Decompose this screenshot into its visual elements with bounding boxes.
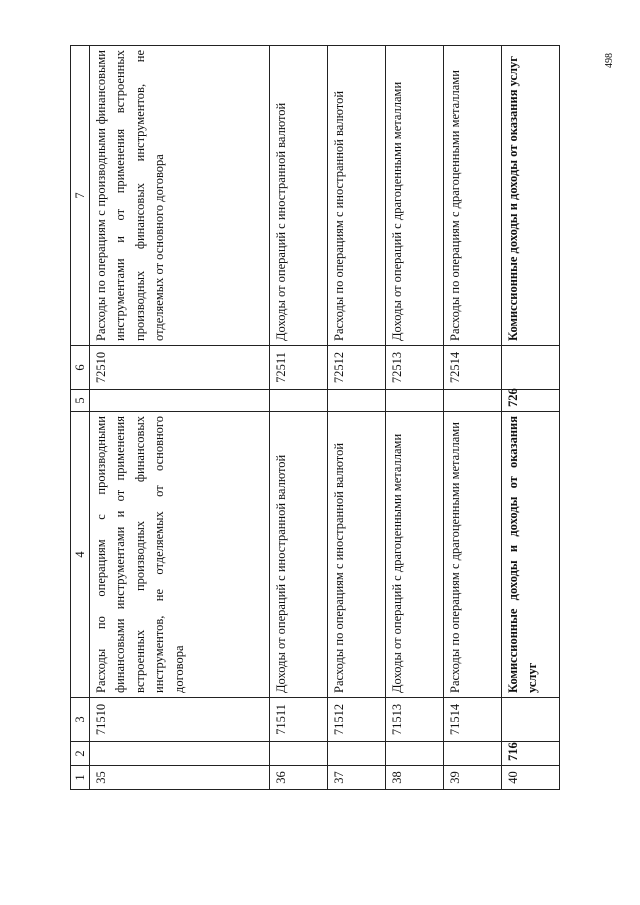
account-name-right: Комиссионные доходы и доходы от оказания услуг	[502, 46, 560, 346]
header-col-7: 7	[71, 46, 90, 346]
table-row	[328, 46, 386, 790]
account-code-left	[502, 698, 560, 742]
table-row	[444, 46, 502, 790]
account-code-right: 72513	[386, 346, 444, 390]
section-code-right	[386, 390, 444, 412]
account-code-left: 71514	[444, 698, 502, 742]
row-number: 38	[386, 766, 444, 790]
account-name-left: Доходы от операций с драгоценными металлами	[386, 412, 444, 698]
account-code-right: 72511	[270, 346, 328, 390]
account-name-left: Комиссионные доходы и доходы от оказания услуг	[502, 412, 560, 698]
header-col-2: 2	[71, 742, 90, 766]
account-code-right: 72512	[328, 346, 386, 390]
header-col-5: 5	[71, 390, 90, 412]
section-code-right	[328, 390, 386, 412]
section-code-left	[444, 742, 502, 766]
account-name-left: Доходы от операций с иностранной валютой	[270, 412, 328, 698]
table-row	[502, 46, 560, 790]
section-code-right	[444, 390, 502, 412]
account-name-right: Доходы от операций с иностранной валютой	[270, 46, 328, 346]
header-col-6: 6	[71, 346, 90, 390]
table-row	[270, 46, 328, 790]
header-col-1: 1	[71, 766, 90, 790]
table-row	[386, 46, 444, 790]
account-code-left: 71510	[90, 698, 270, 742]
account-code-right: 72510	[90, 346, 270, 390]
section-code-left	[386, 742, 444, 766]
table-row	[90, 46, 270, 790]
account-code-right: 72514	[444, 346, 502, 390]
account-name-left: Расходы по операциям с драгоценными металлами	[444, 412, 502, 698]
section-code-left	[328, 742, 386, 766]
section-code-right	[270, 390, 328, 412]
account-code-left: 71511	[270, 698, 328, 742]
account-name-right: Расходы по операциям с драгоценными металлами	[444, 46, 502, 346]
header-col-3: 3	[71, 698, 90, 742]
section-code-right	[90, 390, 270, 412]
account-name-right: Расходы по операциям с производными финансовыми инструментами и от применения встроенных производных финансовых инструментов, не отделяемых от основного договора	[90, 46, 270, 346]
section-code-left	[270, 742, 328, 766]
accounts-table	[70, 45, 560, 790]
row-number: 37	[328, 766, 386, 790]
row-number: 40	[502, 766, 560, 790]
section-code-left	[90, 742, 270, 766]
section-code-left: 716	[502, 742, 560, 766]
table-header-row	[71, 46, 90, 790]
account-code-left: 71513	[386, 698, 444, 742]
account-name-left: Расходы по операциям с иностранной валютой	[328, 412, 386, 698]
section-code-right: 726	[502, 390, 560, 412]
account-name-right: Расходы по операциям с иностранной валютой	[328, 46, 386, 346]
rotated-table-container	[70, 46, 558, 790]
row-number: 39	[444, 766, 502, 790]
account-code-left: 71512	[328, 698, 386, 742]
row-number: 35	[90, 766, 270, 790]
row-number: 36	[270, 766, 328, 790]
page-number: 498	[604, 53, 615, 68]
header-col-4: 4	[71, 412, 90, 698]
account-name-right: Доходы от операций с драгоценными металлами	[386, 46, 444, 346]
account-name-left: Расходы по операциям с производными финансовыми инструментами и от применения встроенных производных финансовых инструментов, не отделяемых от основного договора	[90, 412, 270, 698]
account-code-right	[502, 346, 560, 390]
